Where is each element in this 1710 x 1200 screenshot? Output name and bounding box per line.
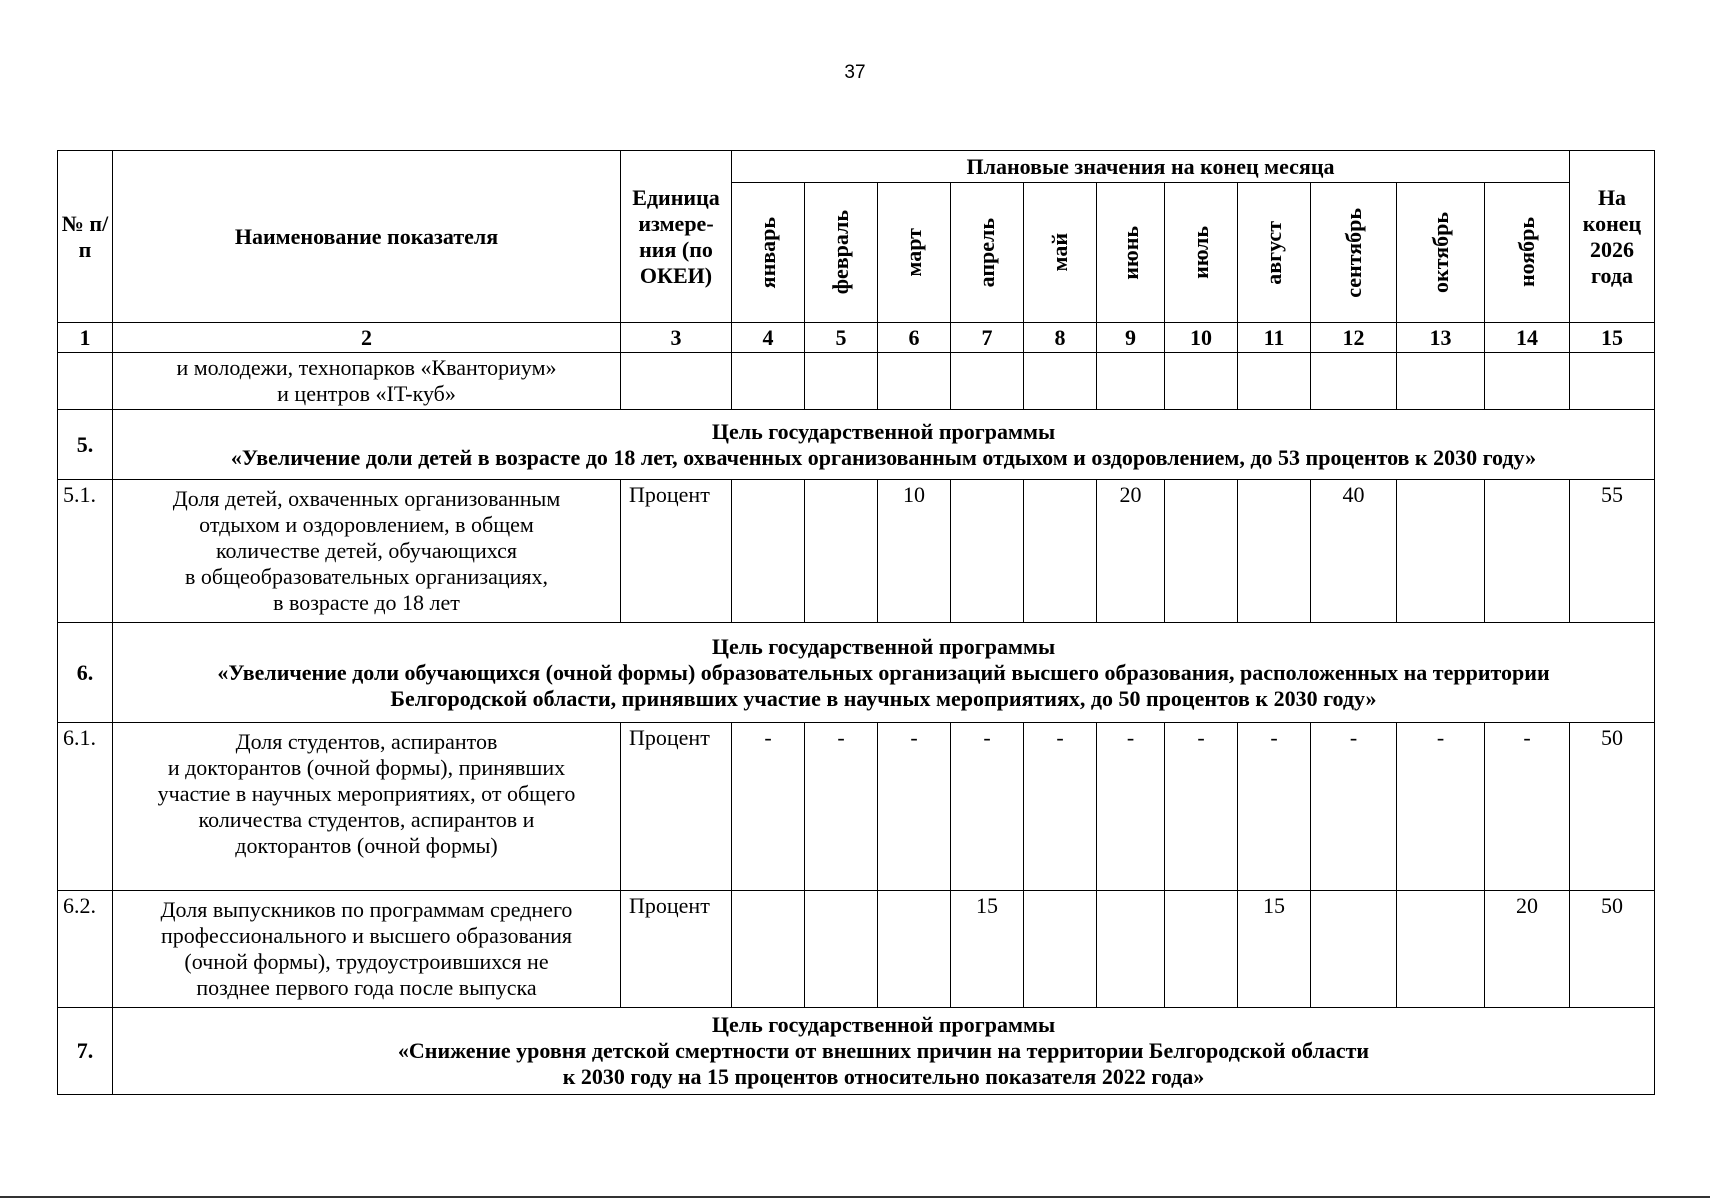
end-of-year-value: 55 bbox=[1570, 480, 1655, 623]
text-line: и докторантов (очной формы), принявших bbox=[167, 755, 566, 780]
column-index: 6 bbox=[878, 323, 951, 353]
column-index: 9 bbox=[1097, 323, 1165, 353]
header-name: Наименование показателя bbox=[113, 151, 621, 323]
row-number: 6.2. bbox=[58, 891, 113, 1008]
month-value bbox=[1024, 891, 1097, 1008]
indicator-row bbox=[58, 723, 1655, 891]
goal-statement: «Увеличение доли обучающихся (очной формы) образовательных организаций высшего образования, расположенных на территории bbox=[217, 659, 1550, 685]
month-value bbox=[1024, 480, 1097, 623]
column-index: 3 bbox=[621, 323, 732, 353]
text-line: в возрасте до 18 лет bbox=[273, 590, 460, 615]
month-value: - bbox=[1238, 723, 1311, 891]
goal-number: 6. bbox=[58, 623, 113, 723]
month-value bbox=[1097, 891, 1165, 1008]
text-line: отдыхом и оздоровлением, в общем bbox=[199, 512, 534, 537]
goal-row bbox=[58, 623, 1655, 723]
month-value bbox=[1165, 480, 1238, 623]
month-header bbox=[805, 183, 878, 323]
month-value: 20 bbox=[1485, 891, 1570, 1008]
column-index: 5 bbox=[805, 323, 878, 353]
month-label: ноябрь bbox=[1514, 217, 1539, 288]
text-line: докторантов (очной формы) bbox=[235, 833, 498, 858]
month-label: август bbox=[1261, 220, 1286, 285]
column-index: 1 bbox=[58, 323, 113, 353]
header-num: № п/п bbox=[58, 151, 113, 323]
month-label: апрель bbox=[974, 217, 999, 288]
goal-heading: Цель государственной программы bbox=[711, 633, 1056, 659]
month-header bbox=[878, 183, 951, 323]
month-label: октябрь bbox=[1427, 212, 1453, 293]
header-plan: Плановые значения на конец месяца bbox=[732, 151, 1570, 183]
column-index-row bbox=[58, 323, 1655, 353]
text-line: количества студентов, аспирантов и bbox=[198, 807, 535, 832]
month-value bbox=[732, 891, 805, 1008]
month-value bbox=[805, 891, 878, 1008]
month-value: 15 bbox=[951, 891, 1024, 1008]
row-number: 6.1. bbox=[58, 723, 113, 891]
goal-heading: Цель государственной программы bbox=[711, 1012, 1056, 1037]
month-value bbox=[1485, 480, 1570, 623]
month-value bbox=[1397, 891, 1485, 1008]
month-value bbox=[878, 891, 951, 1008]
month-value: - bbox=[1097, 723, 1165, 891]
goal-text bbox=[113, 623, 1655, 723]
month-value bbox=[805, 480, 878, 623]
text-line: в общеобразовательных организациях, bbox=[185, 564, 548, 589]
header-end-of-year: На конец 2026 года bbox=[1570, 151, 1655, 323]
month-header bbox=[1397, 183, 1485, 323]
column-index: 14 bbox=[1485, 323, 1570, 353]
month-value: - bbox=[878, 723, 951, 891]
column-index: 2 bbox=[113, 323, 621, 353]
text-line: и молодежи, технопарков «Кванториум» bbox=[176, 355, 557, 380]
month-value: - bbox=[951, 723, 1024, 891]
month-header bbox=[1024, 183, 1097, 323]
page-number: 37 bbox=[844, 62, 866, 83]
end-of-year-value: 50 bbox=[1570, 891, 1655, 1008]
text-line: профессионального и высшего образования bbox=[160, 923, 573, 948]
cell-empty bbox=[732, 353, 805, 410]
goal-heading: Цель государственной программы bbox=[711, 418, 1056, 444]
text-line: Доля выпускников по программам среднего bbox=[160, 897, 573, 922]
month-label: февраль bbox=[828, 210, 853, 295]
goal-text bbox=[113, 1008, 1655, 1095]
cell-empty bbox=[805, 353, 878, 410]
cell-empty bbox=[1097, 353, 1165, 410]
month-value bbox=[1238, 480, 1311, 623]
month-header bbox=[1485, 183, 1570, 323]
month-value bbox=[732, 480, 805, 623]
month-value: - bbox=[805, 723, 878, 891]
text-line: количестве детей, обучающихся bbox=[215, 538, 517, 563]
month-header bbox=[1238, 183, 1311, 323]
cell-empty bbox=[1024, 353, 1097, 410]
indicator-name bbox=[113, 891, 621, 1008]
column-index: 8 bbox=[1024, 323, 1097, 353]
month-label: июнь bbox=[1117, 225, 1143, 280]
goal-text bbox=[113, 410, 1655, 480]
end-of-year-value: 50 bbox=[1570, 723, 1655, 891]
text-line: (очной формы), трудоустроившихся не bbox=[184, 949, 549, 974]
goal-number: 7. bbox=[58, 1008, 113, 1095]
month-header bbox=[951, 183, 1024, 323]
cell-empty bbox=[1485, 353, 1570, 410]
cell-empty bbox=[621, 353, 732, 410]
month-label: май bbox=[1047, 233, 1072, 272]
text-line: и центров «IT-куб» bbox=[277, 381, 456, 406]
goal-statement: «Увеличение доли детей в возрасте до 18 лет, охваченных организованным отдыхом и оздоровлением, до 53 процентов к 2030 году» bbox=[230, 444, 1537, 470]
unit-cell: Процент bbox=[621, 723, 732, 891]
goal-row bbox=[58, 410, 1655, 480]
indicator-name bbox=[113, 480, 621, 623]
indicator-name bbox=[113, 723, 621, 891]
month-value: 15 bbox=[1238, 891, 1311, 1008]
month-label: июль bbox=[1188, 226, 1213, 279]
cell-empty bbox=[1570, 353, 1655, 410]
cell-empty bbox=[951, 353, 1024, 410]
column-index: 4 bbox=[732, 323, 805, 353]
goal-row bbox=[58, 1008, 1655, 1095]
month-value bbox=[1165, 891, 1238, 1008]
goal-statement: Белгородской области, принявших участие в научных мероприятиях, до 50 процентов к 2030 году» bbox=[390, 685, 1377, 711]
month-label: март bbox=[901, 228, 926, 277]
month-value: 20 bbox=[1097, 480, 1165, 623]
indicator-name-continued bbox=[113, 353, 621, 410]
month-value: - bbox=[732, 723, 805, 891]
indicator-table bbox=[57, 150, 1655, 1095]
cell-empty bbox=[58, 353, 113, 410]
column-index: 13 bbox=[1397, 323, 1485, 353]
unit-cell: Процент bbox=[621, 480, 732, 623]
column-index: 15 bbox=[1570, 323, 1655, 353]
cell-empty bbox=[1238, 353, 1311, 410]
month-value: - bbox=[1397, 723, 1485, 891]
text-line: позднее первого года после выпуска bbox=[196, 975, 537, 1000]
goal-number: 5. bbox=[58, 410, 113, 480]
month-value: - bbox=[1485, 723, 1570, 891]
cell-empty bbox=[1311, 353, 1397, 410]
month-value: - bbox=[1024, 723, 1097, 891]
continuation-row bbox=[58, 353, 1655, 410]
row-number: 5.1. bbox=[58, 480, 113, 623]
unit-cell: Процент bbox=[621, 891, 732, 1008]
column-index: 10 bbox=[1165, 323, 1238, 353]
cell-empty bbox=[1397, 353, 1485, 410]
cell-empty bbox=[878, 353, 951, 410]
month-header bbox=[1165, 183, 1238, 323]
column-index: 12 bbox=[1311, 323, 1397, 353]
column-index: 11 bbox=[1238, 323, 1311, 353]
column-index: 7 bbox=[951, 323, 1024, 353]
indicator-row bbox=[58, 480, 1655, 623]
text-line: Доля детей, охваченных организованным bbox=[172, 486, 561, 511]
month-value: - bbox=[1311, 723, 1397, 891]
month-value: 40 bbox=[1311, 480, 1397, 623]
indicator-row bbox=[58, 891, 1655, 1008]
month-value bbox=[951, 480, 1024, 623]
header-unit: Единица измере-ния (по ОКЕИ) bbox=[621, 151, 732, 323]
text-line: участие в научных мероприятиях, от общего bbox=[157, 781, 576, 806]
month-header bbox=[732, 183, 805, 323]
month-header bbox=[1097, 183, 1165, 323]
month-value: 10 bbox=[878, 480, 951, 623]
cell-empty bbox=[1165, 353, 1238, 410]
month-label: январь bbox=[755, 216, 780, 289]
month-value bbox=[1311, 891, 1397, 1008]
month-header bbox=[1311, 183, 1397, 323]
goal-statement: «Снижение уровня детской смертности от внешних причин на территории Белгородской области bbox=[397, 1038, 1370, 1063]
page-bottom-edge bbox=[0, 1196, 1710, 1198]
month-value: - bbox=[1165, 723, 1238, 891]
text-line: Доля студентов, аспирантов bbox=[235, 729, 498, 754]
month-value bbox=[1397, 480, 1485, 623]
month-label: сентябрь bbox=[1340, 207, 1366, 298]
goal-statement: к 2030 году на 15 процентов относительно показателя 2022 года» bbox=[562, 1064, 1205, 1089]
header-row-1 bbox=[58, 151, 1655, 183]
